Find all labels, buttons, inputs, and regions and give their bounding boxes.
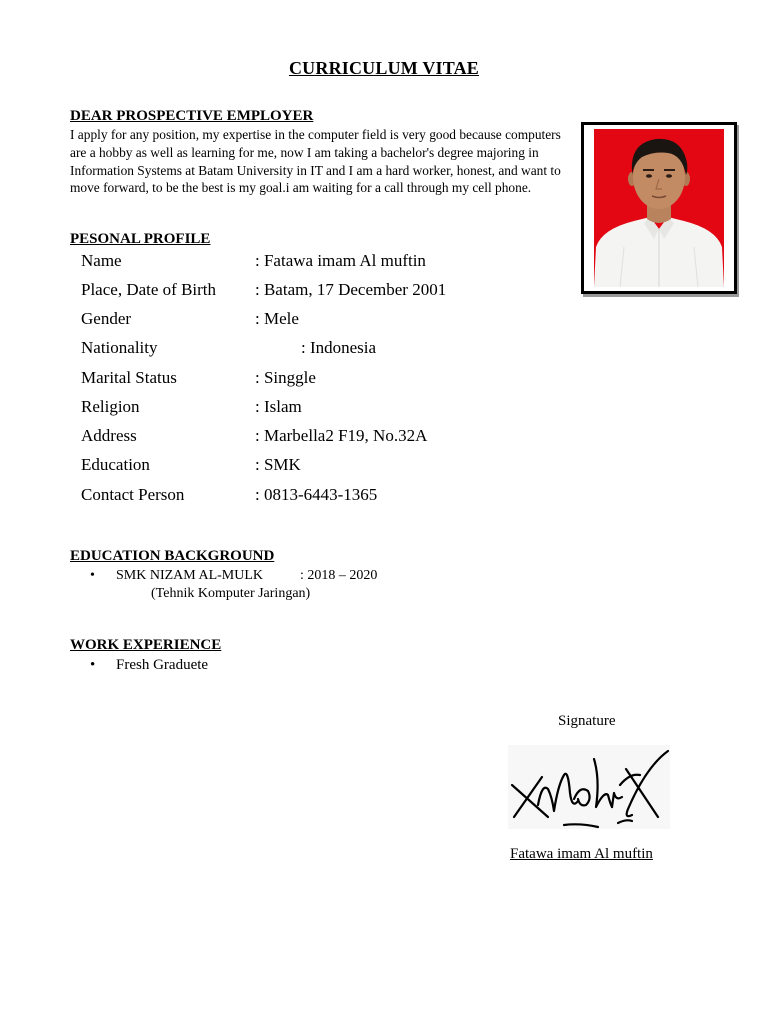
profile-value: : Batam, 17 December 2001 [255, 280, 447, 299]
profile-label: Education [81, 455, 150, 474]
education-school: SMK NIZAM AL-MULK [116, 568, 263, 583]
profile-photo [594, 129, 724, 287]
education-heading: EDUCATION BACKGROUND [70, 548, 275, 564]
profile-value: : SMK [255, 455, 301, 474]
profile-label: Religion [81, 397, 140, 416]
profile-value: : Indonesia [301, 338, 377, 357]
education-years: : 2018 – 2020 [300, 568, 378, 583]
bullet-icon: • [90, 568, 95, 583]
education-major: (Tehnik Komputer Jaringan) [151, 586, 311, 601]
profile-label: Place, Date of Birth [81, 280, 217, 299]
bullet-icon: • [90, 657, 96, 673]
profile-label: Contact Person [81, 485, 185, 504]
work-item-text: Fresh Graduete [116, 657, 209, 673]
profile-photo-frame [581, 122, 737, 294]
profile-heading: PESONAL PROFILE [70, 231, 211, 247]
intro-paragraph: I apply for any position, my expertise in the computer field is very good because computers are a hobby as well as learning for me, now I am taking a bachelor's degree majoring in Information Systems at Batam University in IT and I am a hard worker, honest, and want to move forward, to be the best is my goal.i am waiting for a call through my cell phone. [70, 127, 561, 196]
profile-value: : Mele [255, 309, 299, 328]
profile-label: Nationality [81, 338, 158, 357]
profile-value: : Singgle [255, 368, 316, 387]
work-heading: WORK EXPERIENCE [70, 637, 222, 653]
signature-label: Signature [558, 713, 616, 729]
profile-label: Marital Status [81, 368, 177, 387]
person-portrait-icon [594, 129, 724, 287]
profile-label: Name [81, 251, 122, 270]
profile-value: : Marbella2 F19, No.32A [255, 426, 428, 445]
signature-name: Fatawa imam Al muftin [510, 846, 653, 862]
handwritten-signature-icon [508, 745, 670, 829]
profile-value: : 0813-6443-1365 [255, 485, 378, 504]
signature-image [508, 745, 670, 829]
profile-value: : Islam [255, 397, 302, 416]
profile-label: Gender [81, 309, 132, 328]
page-title: CURRICULUM VITAE [288, 58, 480, 78]
intro-heading: DEAR PROSPECTIVE EMPLOYER [70, 108, 314, 124]
profile-value: : Fatawa imam Al muftin [255, 251, 426, 270]
profile-label: Address [81, 426, 137, 445]
